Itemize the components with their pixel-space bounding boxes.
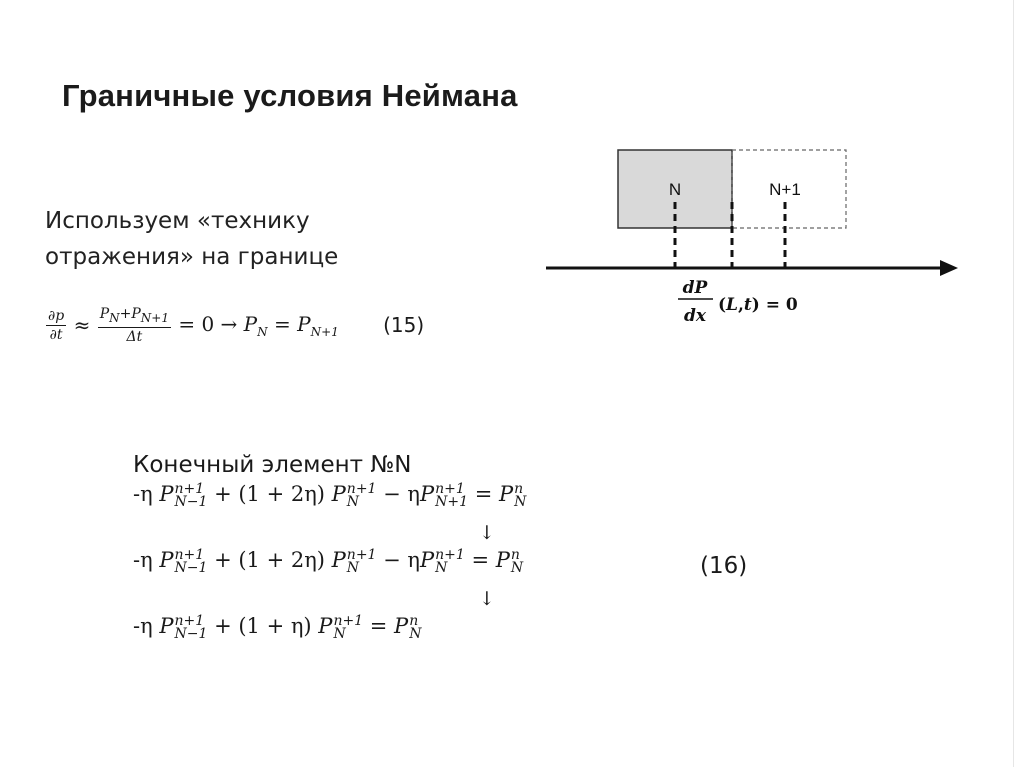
eq16-number: (16) [700, 553, 748, 579]
intro-line-1: Используем «технику [45, 208, 310, 234]
equation-row-3: -η P n+1 N−1 + (1 + η) P n+1 N = P n N [133, 612, 422, 642]
eq15-approx: ≈ [73, 313, 91, 338]
equation-block-16 [133, 448, 526, 658]
intro-line-2: отражения» на границе [45, 244, 339, 270]
svg-text:dP: dP [682, 278, 708, 298]
intro-text [45, 203, 338, 275]
arrow-row-2 [133, 588, 526, 614]
block16-heading: Конечный элемент №N [133, 452, 412, 478]
equation-row-2: -η P n+1 N−1 + (1 + 2η) P n+1 N − ηP n+1 N = P n N [133, 546, 524, 576]
label-n: N [668, 180, 682, 199]
boundary-condition-formula [678, 278, 798, 326]
eq15-equals-zero: = 0 → [178, 311, 244, 336]
down-arrow-icon: ↓ [479, 522, 495, 544]
eq15-derivative-num: ∂p [48, 307, 65, 324]
eq15-rest: = $0 \to P_N = P_{N+1}$ [178, 311, 339, 339]
eq15-fraction-den: Δt [126, 328, 143, 345]
equation-row-1: -η P n+1 N−1 + (1 + 2η) P n+1 N − ηP n+1 N+1 = P n N [133, 480, 527, 510]
svg-text:(L,t) = 0: (L,t) = 0 [718, 295, 798, 315]
label-n-plus-1: N+1 [769, 180, 801, 199]
equation-15 [45, 305, 424, 361]
arrow-row-1 [133, 522, 526, 548]
axis-arrow-icon [940, 260, 958, 276]
eq15-derivative-den: ∂t [49, 326, 63, 343]
eq15-number: (15) [383, 313, 425, 338]
eq15-fraction [98, 305, 171, 346]
down-arrow-icon: ↓ [479, 588, 495, 610]
boundary-diagram [540, 140, 970, 340]
eq15-fraction-num: $P_N+P_{N+1}$ [98, 305, 171, 328]
svg-text:dx: dx [683, 306, 707, 326]
eq15-derivative [46, 307, 66, 344]
slide-title: Граничные условия Неймана [62, 78, 518, 113]
